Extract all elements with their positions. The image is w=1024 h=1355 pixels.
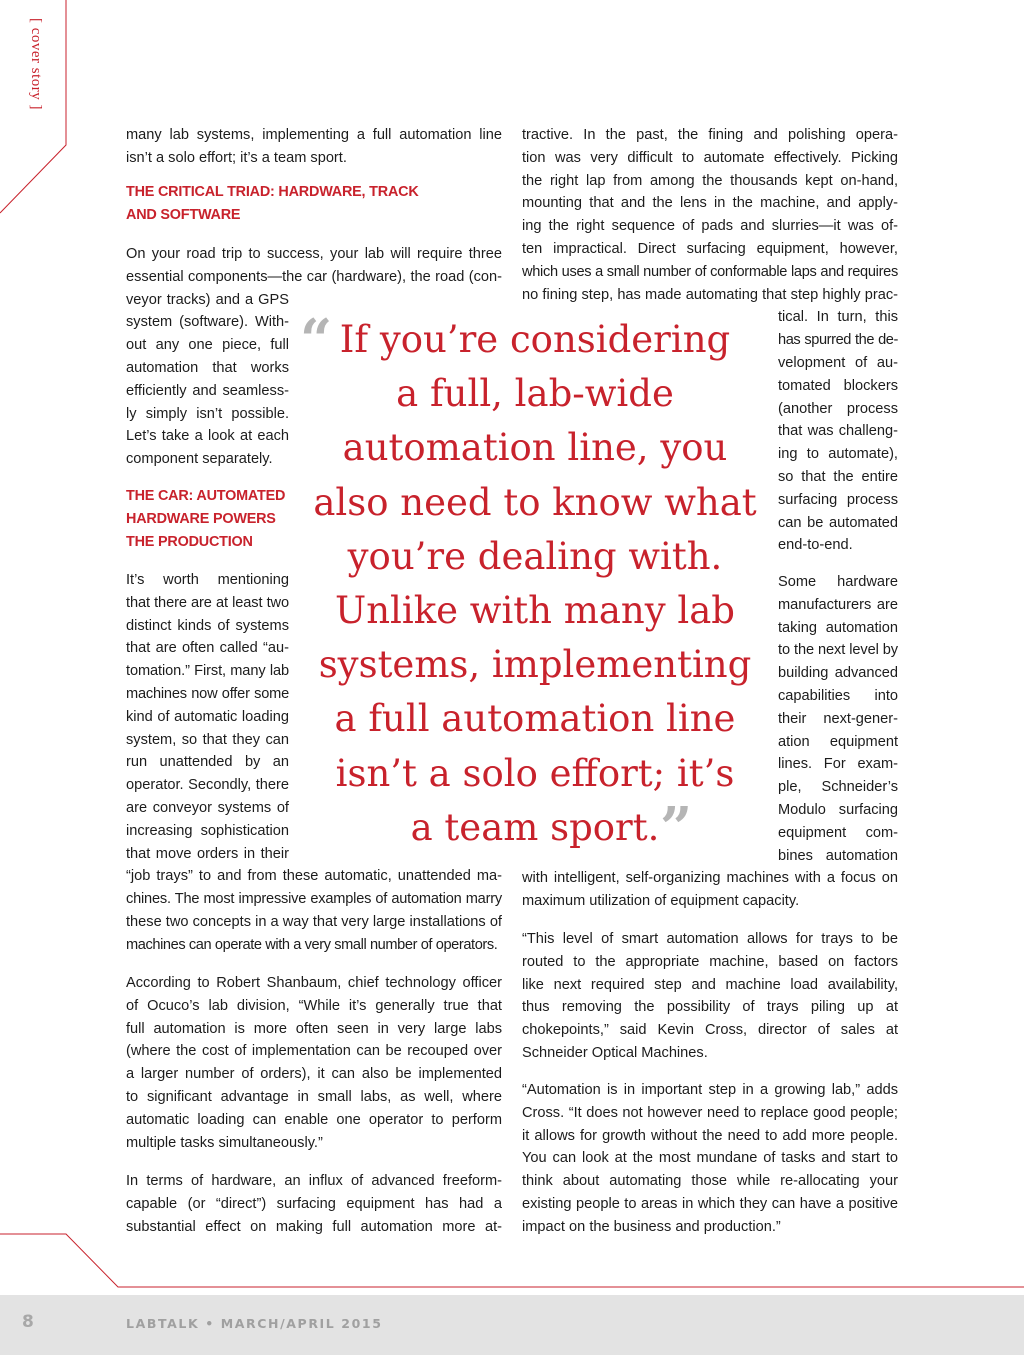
text-line: In terms of hardware, an influx of advanced freeform- <box>126 1173 502 1189</box>
text-line: isn’t a solo effort; it’s a team sport. <box>126 149 347 166</box>
close-quote-mark: ” <box>660 795 693 861</box>
text-line: of Ocuco’s lab division, “While it’s generally true that <box>126 997 502 1014</box>
heading-line: THE PRODUCTION <box>126 534 253 550</box>
text-line: ple, Schneider’s <box>778 779 898 796</box>
text-line: velopment of au- <box>778 354 898 371</box>
text-line: lines. For exam- <box>778 756 898 773</box>
text-line: to the next level by <box>778 642 898 659</box>
text-line: “This level of smart automation allows for trays to be <box>522 931 898 947</box>
text-line: Schneider Optical Machines. <box>522 1044 708 1061</box>
worth-mentioning-paragraph-full <box>126 865 502 956</box>
text-line: ing to automate), <box>778 446 898 463</box>
text-line: are conveyor systems of <box>126 799 289 816</box>
tractive-paragraph-full <box>522 124 898 306</box>
cross-quote-paragraph <box>522 928 898 1065</box>
text-line: capable (or “direct”) surfacing equipment has had a <box>126 1195 502 1212</box>
text-line: think about automating those while re-allocating your <box>522 1173 898 1190</box>
text-line: Some hardware <box>778 574 898 590</box>
hardware-manufacturers-paragraph-narrow <box>778 571 898 867</box>
text-line: out any one piece, full <box>126 337 289 354</box>
road-trip-paragraph-full <box>126 243 502 289</box>
pull-quote-line: systems, implementing <box>318 643 752 687</box>
road-trip-paragraph-narrow <box>126 289 289 471</box>
page-number: 8 <box>22 1312 34 1332</box>
pull-quote-line: a team sport. <box>410 805 660 849</box>
text-line: chines. The most impressive examples of automation marry <box>126 891 502 908</box>
bottom-border-line <box>0 1234 1024 1287</box>
text-line: ing the right sequence of pads and slurries—it was of- <box>522 218 898 235</box>
text-line: which uses a small number of conformable laps and requires <box>522 263 898 280</box>
text-line: taking automation <box>778 619 898 636</box>
text-line: a larger number of orders), it can also be implemented <box>126 1066 502 1083</box>
open-quote-mark: “ <box>300 307 333 373</box>
text-line: “Automation is in important step in a growing lab,” adds <box>522 1082 898 1098</box>
text-line: has spurred the de- <box>778 332 898 349</box>
text-line: equipment com- <box>778 824 898 841</box>
text-line: essential components—the car (hardware), the road (con- <box>126 268 502 285</box>
text-line: these two concepts in a way that very large installations of <box>126 913 502 930</box>
text-line: impact on the business and production.” <box>522 1218 781 1235</box>
text-line: veyor tracks) and a GPS <box>126 291 289 308</box>
text-line: “job trays” to and from these automatic, unattended ma- <box>126 868 502 885</box>
text-line: It’s worth mentioning <box>126 572 289 588</box>
text-line: that are often called “au- <box>126 640 289 657</box>
text-line: ly simply isn’t possible. <box>126 405 289 422</box>
text-line: component separately. <box>126 451 273 468</box>
text-line: Modulo surfacing <box>778 801 898 818</box>
text-line: existing people to areas in which they can have a positive <box>522 1195 898 1212</box>
text-line: system (software). With- <box>126 314 289 331</box>
text-line: maximum utilization of equipment capacity. <box>522 893 800 910</box>
text-line: surfacing process <box>778 491 898 508</box>
hardware-manufacturers-paragraph-full <box>522 867 898 913</box>
text-line: You can look at the most mundane of tasks and start to <box>522 1150 898 1167</box>
text-line: chokepoints,” said Kevin Cross, director of sales at <box>522 1022 898 1039</box>
text-line: Let’s take a look at each <box>126 428 289 445</box>
text-line: Cross. “It does not however need to replace good people; <box>522 1104 898 1121</box>
text-line: ten impractical. Direct surfacing equipment, however, <box>522 240 898 257</box>
text-line: increasing sophistication <box>126 822 289 839</box>
text-line: (where the cost of implementation can be recouped over <box>126 1043 502 1060</box>
pull-quote-line: If you’re considering <box>339 318 731 361</box>
section-tab: [ cover story ] <box>28 18 44 111</box>
text-line: tical. In turn, this <box>778 309 898 326</box>
text-line: manufacturers are <box>778 596 898 613</box>
text-line: (another process <box>778 400 898 417</box>
text-line: tomated blockers <box>778 377 898 394</box>
publication-footer: LABTALK • MARCH/APRIL 2015 <box>126 1316 383 1331</box>
text-line: efficiently and seamless- <box>126 382 289 399</box>
text-line: tractive. In the past, the fining and polishing opera- <box>522 127 898 143</box>
heading-line: AND SOFTWARE <box>126 207 241 223</box>
pull-quote-line: isn’t a solo effort; it’s <box>335 751 735 795</box>
text-line: machines can operate with a very small number of operators. <box>126 936 498 953</box>
text-line: that there are at least two <box>126 594 289 611</box>
text-line: that move orders in their <box>126 845 289 862</box>
text-line: building advanced <box>778 665 898 682</box>
text-line: operator. Secondly, there <box>126 777 289 794</box>
pull-quote-line: also need to know what <box>313 480 757 524</box>
text-line: full automation is more often seen in very large labs <box>126 1020 502 1037</box>
text-line: capabilities into <box>778 687 898 704</box>
hardware-paragraph <box>126 1170 502 1238</box>
text-line: mounting that and the lens in the machine, and apply- <box>522 195 898 212</box>
heading-line: THE CRITICAL TRIAD: HARDWARE, TRACK <box>126 184 419 200</box>
text-line: multiple tasks simultaneously.” <box>126 1134 323 1151</box>
tractive-paragraph-narrow <box>778 306 898 557</box>
shanbaum-paragraph <box>126 972 502 1154</box>
pull-quote-line: automation line, you <box>342 426 728 470</box>
text-line: distinct kinds of systems <box>126 617 289 634</box>
text-line: On your road trip to success, your lab will require three <box>126 246 502 262</box>
text-line: no fining step, has made automating that step highly prac- <box>522 286 898 303</box>
text-line: automatic loading can enable one operator to perform <box>126 1111 502 1128</box>
text-line: can be automated <box>778 514 898 531</box>
text-line: the right lap from among the thousands kept on-hand, <box>522 172 898 189</box>
text-line: automation that works <box>126 359 289 376</box>
text-line: According to Robert Shanbaum, chief technology officer <box>126 975 502 991</box>
text-line: their next-gener- <box>778 710 898 727</box>
pull-quote-line: a full automation line <box>334 697 736 741</box>
text-line: so that the entire <box>778 468 898 485</box>
pull-quote-line: Unlike with many lab <box>335 589 735 633</box>
text-line: that was challeng- <box>778 423 898 440</box>
text-line: tomation.” First, many lab <box>126 663 289 680</box>
text-line: tion was very difficult to automate effectively. Picking <box>522 149 898 166</box>
pull-quote-line: you’re dealing with. <box>347 534 723 578</box>
text-line: kind of automatic loading <box>126 708 289 725</box>
heading-the-car <box>126 485 296 554</box>
text-line: system, so that they can <box>126 731 289 748</box>
worth-mentioning-paragraph-narrow <box>126 569 289 865</box>
heading-line: THE CAR: AUTOMATED <box>126 488 286 504</box>
pull-quote <box>300 307 768 861</box>
heading-line: HARDWARE POWERS <box>126 511 276 527</box>
text-line: to significant advantage in small labs, as well, where <box>126 1088 502 1105</box>
text-line: run unattended by an <box>126 754 289 771</box>
text-line: routed to the appropriate machine, based on factors <box>522 953 898 970</box>
text-line: ation equipment <box>778 733 898 750</box>
text-line: many lab systems, implementing a full automation line <box>126 127 502 143</box>
text-line: like next required step and machine load availability, <box>522 976 898 993</box>
intro-paragraph <box>126 124 502 170</box>
text-line: with intelligent, self-organizing machines with a focus on <box>522 870 898 887</box>
text-line: end-to-end. <box>778 537 853 554</box>
text-line: it allows for growth without the need to add more people. <box>522 1127 898 1144</box>
heading-critical-triad <box>126 181 502 227</box>
text-line: substantial effect on making full automation more at- <box>126 1218 502 1235</box>
pull-quote-line: a full, lab-wide <box>396 372 674 416</box>
automation-step-paragraph <box>522 1079 898 1239</box>
text-line: machines now offer some <box>126 685 289 702</box>
text-line: bines automation <box>778 847 898 864</box>
text-line: thus removing the possibility of trays piling up at <box>522 999 898 1016</box>
